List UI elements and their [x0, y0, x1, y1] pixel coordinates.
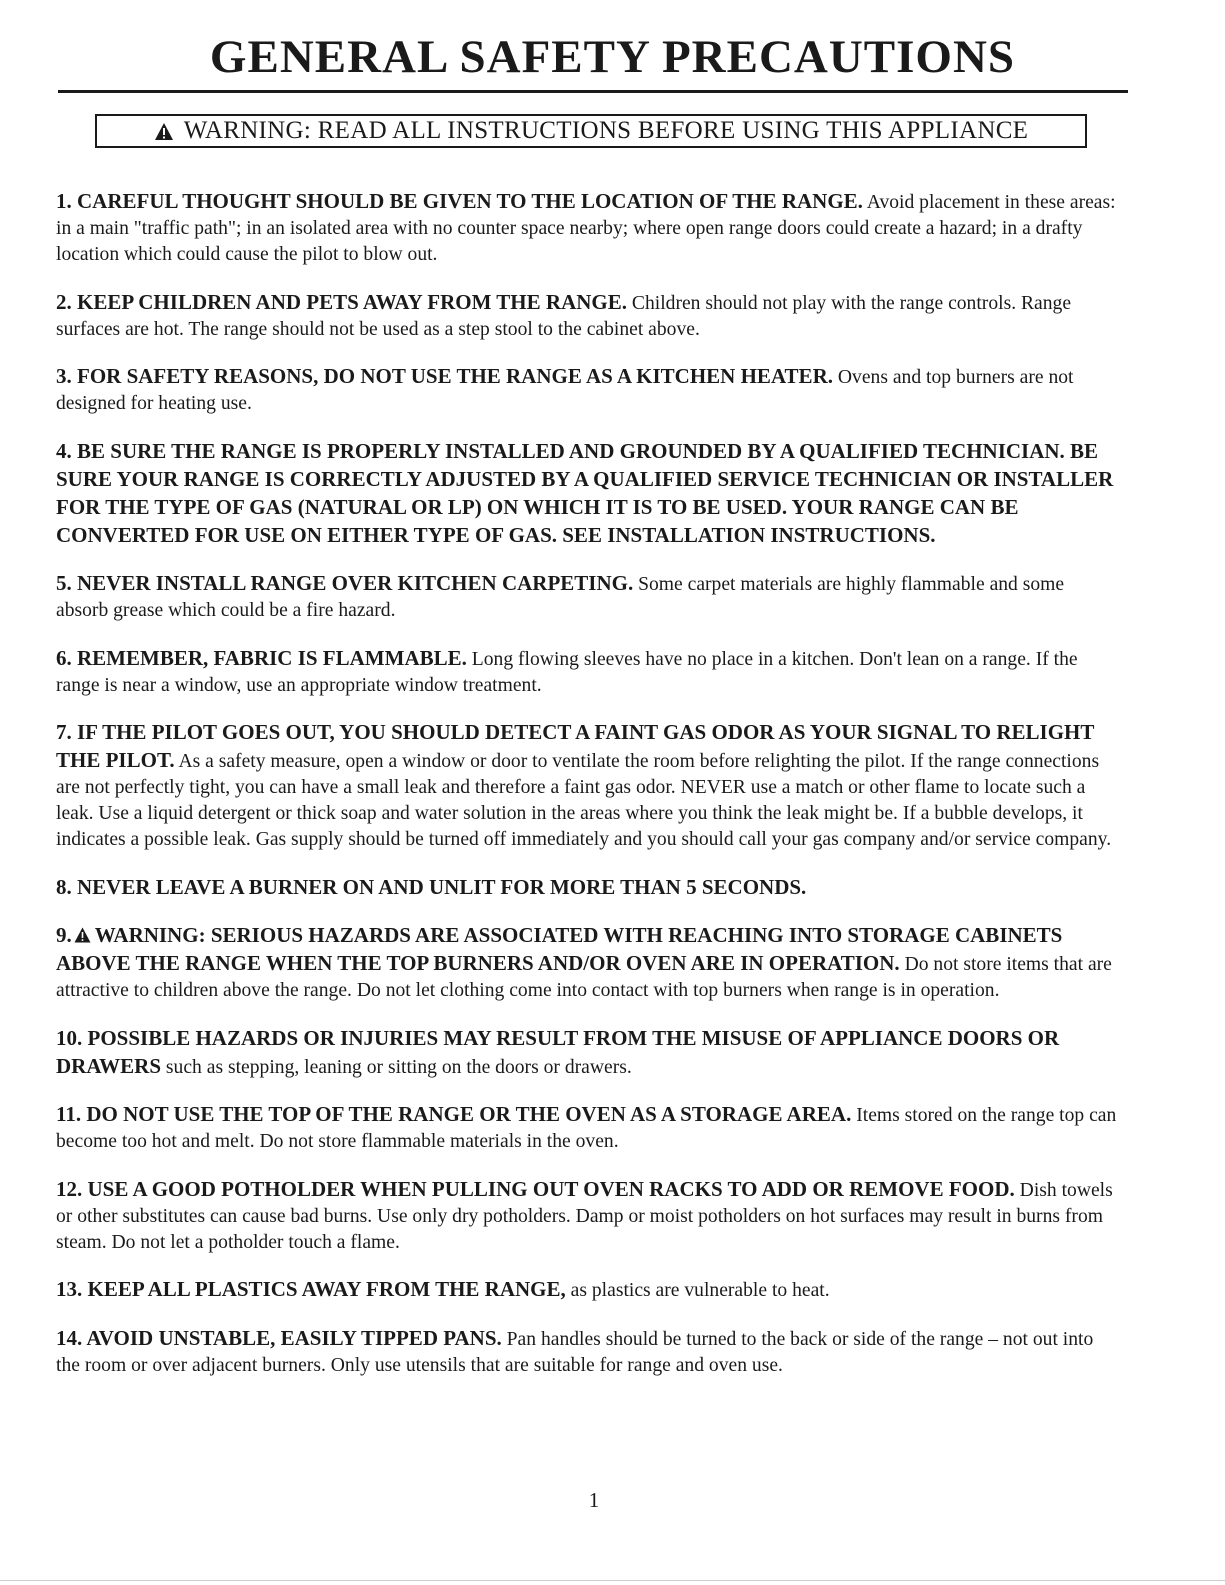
precautions-list — [56, 188, 1121, 1399]
precaution-text: Items stored on the range top can become too hot and melt. Do not store flammable materials in the oven. — [56, 1105, 1117, 1152]
precaution-heading: 14. AVOID UNSTABLE, EASILY TIPPED PANS. — [56, 1325, 502, 1350]
precaution-text: Long flowing sleeves have no place in a kitchen. Don't lean on a range. If the range is near a window, use an appropriate window treatment. — [56, 648, 1078, 696]
precaution-text: As a safety measure, open a window or door to ventilate the room before relighting the pilot. If the range connections are not perfectly tight, you can have a small leak and therefore a faint gas odor. NEVER use a match or other flame to locate such a leak. Use a liquid detergent or thick soap and water solution in the areas where you think the leak might be. If a bubble develops, it indicates a possible leak. Gas supply should be turned off immediately and you should call your gas company and/or service company. — [56, 751, 1112, 850]
precaution-heading: 10. POSSIBLE HAZARDS OR INJURIES MAY RESULT FROM THE MISUSE OF APPLIANCE DOORS OR DRAWERS — [56, 1025, 1060, 1078]
precaution-item-5 — [56, 570, 1121, 624]
precaution-item-10 — [56, 1025, 1121, 1081]
precaution-text: Some carpet materials are highly flammable and some absorb grease which could be a fire hazard. — [56, 574, 1065, 621]
warning-triangle-icon — [154, 122, 174, 141]
page-bottom-edge — [0, 1580, 1225, 1581]
precaution-item-9 — [56, 922, 1121, 1004]
precaution-heading: 12. USE A GOOD POTHOLDER WHEN PULLING OUT OVEN RACKS TO ADD OR REMOVE FOOD. — [56, 1176, 1015, 1201]
precaution-item-4 — [56, 438, 1121, 550]
precaution-heading: 1. CAREFUL THOUGHT SHOULD BE GIVEN TO THE LOCATION OF THE RANGE. — [56, 189, 863, 213]
precaution-heading: 4. BE SURE THE RANGE IS PROPERLY INSTALLED AND GROUNDED BY A QUALIFIED TECHNICIAN. BE SURE YOUR RANGE IS CORRECTLY ADJUSTED BY A QUALIFIED SERVICE TECHNICIAN OR INSTALLER FOR THE TYPE OF GAS (NATURAL OR LP) ON WHICH IT IS TO BE USED. YOUR RANGE CAN BE CONVERTED FOR USE ON EITHER TYPE OF GAS. SEE INSTALLATION INSTRUCTIONS. — [56, 438, 1114, 547]
page-title: GENERAL SAFETY PRECAUTIONS — [209, 31, 1016, 83]
precaution-text: Do not store items that are attractive to children above the range. Do not let clothing come into contact with top burners when range is in operation. — [56, 954, 1112, 1001]
precaution-heading: 13. KEEP ALL PLASTICS AWAY FROM THE RANGE, — [56, 1277, 566, 1301]
precaution-item-11 — [56, 1101, 1121, 1155]
precaution-item-6 — [56, 645, 1121, 699]
precaution-heading: 8. NEVER LEAVE A BURNER ON AND UNLIT FOR MORE THAN 5 SECONDS. — [56, 874, 807, 899]
precaution-item-2 — [56, 289, 1121, 343]
warning-banner — [95, 114, 1087, 148]
precaution-item-14 — [56, 1325, 1121, 1379]
warning-banner-text: WARNING: READ ALL INSTRUCTIONS BEFORE USING THIS APPLIANCE — [183, 117, 1029, 144]
precaution-item-12 — [56, 1176, 1121, 1256]
precaution-heading: 11. DO NOT USE THE TOP OF THE RANGE OR THE OVEN AS A STORAGE AREA. — [56, 1102, 852, 1126]
precaution-heading: 6. REMEMBER, FABRIC IS FLAMMABLE. — [56, 645, 467, 670]
precaution-heading: 2. KEEP CHILDREN AND PETS AWAY FROM THE RANGE. — [56, 289, 627, 314]
precaution-number: 9. — [56, 923, 72, 947]
precaution-text: Children should not play with the range controls. Range surfaces are hot. The range should not be used as a step stool to the cabinet above. — [56, 292, 1072, 340]
precaution-text: Ovens and top burners are not designed for heating use. — [56, 367, 1074, 414]
precaution-heading: WARNING: SERIOUS HAZARDS ARE ASSOCIATED WITH REACHING INTO STORAGE CABINETS ABOVE THE RANGE WHEN THE TOP BURNERS AND/OR OVEN ARE IN OPERATION. — [56, 923, 1063, 975]
precaution-item-3 — [56, 363, 1121, 417]
page-number: 1 — [588, 1488, 600, 1512]
precaution-item-1 — [56, 188, 1121, 268]
precaution-heading: 3. FOR SAFETY REASONS, DO NOT USE THE RANGE AS A KITCHEN HEATER. — [56, 364, 833, 388]
precaution-text: such as stepping, leaning or sitting on the doors or drawers. — [161, 1056, 632, 1078]
precaution-item-8 — [56, 874, 1121, 902]
precaution-heading: 7. IF THE PILOT GOES OUT, YOU SHOULD DETECT A FAINT GAS ODOR AS YOUR SIGNAL TO RELIGHT THE PILOT. — [56, 720, 1095, 772]
title-divider — [58, 90, 1128, 93]
precaution-heading: 5. NEVER INSTALL RANGE OVER KITCHEN CARPETING. — [56, 571, 634, 595]
warning-triangle-icon — [74, 927, 91, 943]
precaution-item-7 — [56, 719, 1121, 853]
precaution-item-13 — [56, 1276, 1121, 1304]
precaution-text: Avoid placement in these areas: in a main "traffic path"; in an isolated area with no counter space nearby; where open range doors could create a hazard; in a drafty location which could cause the pilot to blow out. — [56, 192, 1116, 265]
precaution-text: as plastics are vulnerable to heat. — [565, 1280, 830, 1301]
precaution-text: Dish towels or other substitutes can cause bad burns. Use only dry potholders. Damp or moist potholders on hot surfaces may result in burns from steam. Do not let a potholder touch a flame. — [56, 1179, 1113, 1253]
precaution-text: Pan handles should be turned to the back or side of the range – not out into the room or over adjacent burners. Only use utensils that are suitable for range and oven use. — [56, 1328, 1094, 1376]
